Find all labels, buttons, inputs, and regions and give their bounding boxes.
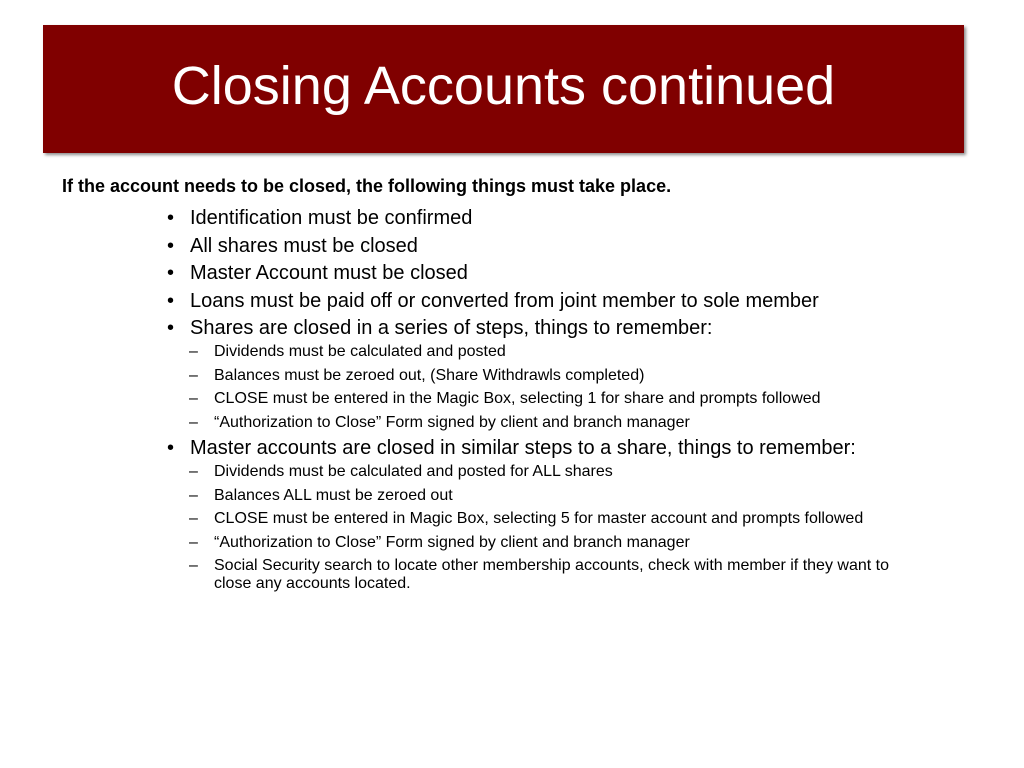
- bullet-marker: •: [167, 207, 175, 229]
- sub-bullet-text: “Authorization to Close” Form signed by client and branch manager: [214, 533, 690, 551]
- sub-bullet-item: [163, 557, 900, 593]
- sub-bullet-text: Social Security search to locate other membership accounts, check with member if they want to close any accounts located.: [214, 557, 889, 592]
- dash-marker: –: [189, 366, 198, 384]
- sub-bullet-item: [163, 463, 900, 481]
- intro-text: If the account needs to be closed, the following things must take place.: [62, 176, 672, 196]
- bullet-marker: •: [167, 234, 175, 257]
- bullet-item: [163, 235, 963, 257]
- sub-bullet-list: [190, 463, 963, 593]
- dash-marker: –: [189, 557, 198, 574]
- bullet-text: All shares must be closed: [190, 234, 418, 257]
- sub-bullet-text: Dividends must be calculated and posted for ALL shares: [214, 463, 613, 480]
- bullet-text: Loans must be paid off or converted from joint member to sole member: [190, 289, 819, 312]
- title-bar: [43, 25, 964, 153]
- bullet-item: [163, 317, 963, 432]
- dash-marker: –: [189, 343, 198, 360]
- sub-bullet-text: Balances ALL must be zeroed out: [214, 486, 453, 504]
- bullet-marker: •: [167, 317, 175, 339]
- dash-marker: –: [189, 533, 198, 551]
- bullet-text: Master Account must be closed: [190, 262, 468, 284]
- sub-bullet-list: [190, 343, 963, 432]
- bullet-item: [163, 207, 963, 229]
- bullet-item: [163, 290, 963, 312]
- sub-bullet-text: CLOSE must be entered in the Magic Box, selecting 1 for share and prompts followed: [214, 390, 821, 407]
- bullet-marker: •: [167, 289, 175, 312]
- sub-bullet-text: CLOSE must be entered in Magic Box, selecting 5 for master account and prompts followed: [214, 510, 864, 527]
- sub-bullet-item: [163, 414, 900, 432]
- dash-marker: –: [189, 510, 198, 527]
- slide-title: Closing Accounts continued: [171, 56, 836, 116]
- sub-bullet-text: Dividends must be calculated and posted: [214, 343, 506, 360]
- sub-bullet-item: [163, 487, 900, 505]
- bullet-marker: •: [167, 437, 175, 459]
- dash-marker: –: [189, 463, 198, 480]
- bullet-item: [163, 262, 963, 284]
- sub-bullet-item: [163, 510, 900, 528]
- sub-bullet-item: [163, 367, 900, 385]
- bullet-item: [163, 437, 963, 593]
- sub-bullet-item: [163, 343, 900, 361]
- sub-bullet-text: Balances must be zeroed out, (Share Withdrawls completed): [214, 366, 645, 384]
- sub-bullet-item: [163, 390, 900, 408]
- bullet-text: Shares are closed in a series of steps, things to remember:: [190, 317, 713, 339]
- bullet-list: [163, 207, 963, 599]
- sub-bullet-text: “Authorization to Close” Form signed by client and branch manager: [214, 413, 690, 431]
- dash-marker: –: [189, 390, 198, 407]
- sub-bullet-item: [163, 534, 900, 552]
- bullet-text: Identification must be confirmed: [190, 207, 473, 229]
- bullet-marker: •: [167, 262, 175, 284]
- dash-marker: –: [189, 486, 198, 504]
- dash-marker: –: [189, 413, 198, 431]
- bullet-text: Master accounts are closed in similar steps to a share, things to remember:: [190, 437, 856, 459]
